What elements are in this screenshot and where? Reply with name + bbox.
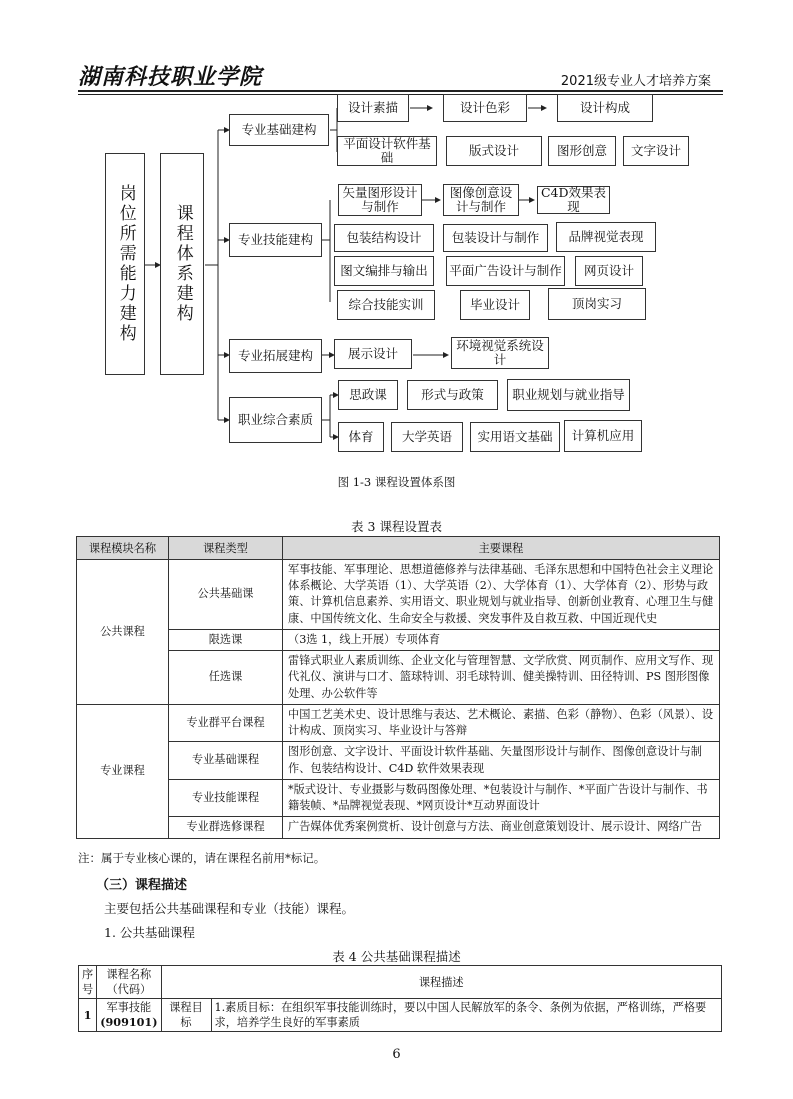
course-node: 思政课 (338, 380, 398, 410)
course-node: 设计素描 (337, 94, 409, 122)
course-node: 实用语文基础 (470, 422, 560, 452)
course-node: 品牌视觉表现 (556, 222, 656, 252)
type-cell: 专业群平台课程 (169, 704, 283, 741)
course-node: 毕业设计 (460, 290, 530, 320)
intro-paragraph: 主要包括公共基础课程和专业（技能）课程。 (104, 901, 355, 916)
type-cell: 专业技能课程 (169, 779, 283, 816)
course-node: 图形创意 (548, 136, 616, 166)
column-header: 课程类型 (169, 537, 283, 560)
course-name-cell (97, 999, 161, 1032)
diagram-system-node: 课程体系建构 (160, 153, 204, 375)
column-header: 课程名称（代码） (97, 966, 161, 999)
course-node: 环境视觉系统设计 (451, 337, 549, 369)
table-row (77, 742, 720, 779)
courses-cell: 中国工艺美术史、设计思维与表达、艺术概论、素描、色彩（静物）、色彩（风景）、设计构成、顶岗实习、毕业设计与答辩 (283, 704, 720, 741)
branch-node: 专业基础建构 (229, 114, 329, 146)
goal-label: 课程目标 (161, 999, 211, 1032)
column-header: 主要课程 (283, 537, 720, 560)
column-header: 序号 (79, 966, 97, 999)
table-row (77, 560, 720, 630)
courses-cell: 图形创意、文字设计、平面设计软件基础、矢量图形设计与制作、图像创意设计与制作、包装结构设计、C4D 软件效果表现 (283, 742, 720, 779)
document-title: 2021级专业人才培养方案 (560, 74, 711, 89)
table4-caption: 表 4 公共基础课程描述 (332, 949, 461, 964)
table-header-row (79, 966, 722, 999)
column-header: 课程模块名称 (77, 537, 169, 560)
module-cell: 专业课程 (77, 704, 169, 838)
course-node: 网页设计 (575, 256, 643, 286)
goal-description: 1.素质目标：在组织军事技能训练时，要以中国人民解放军的条令、条例为依据，严格训练，严格要求，培养学生良好的军事素质 (211, 999, 722, 1032)
table-row (77, 779, 720, 816)
public-course-table (78, 965, 722, 1032)
course-node: 计算机应用 (564, 420, 642, 452)
course-node: 图文编排与输出 (334, 256, 434, 286)
course-node: 矢量图形设计与制作 (338, 184, 422, 216)
courses-cell: 雷锋式职业人素质训练、企业文化与管理智慧、文学欣赏、网页制作、应用文写作、现代礼仪、演讲与口才、篮球特训、羽毛球特训、健美操特训、田径特训、PS 图形图像处理、办公软件等 (283, 651, 720, 705)
courses-cell: （3选 1，线上开展）专项体育 (283, 629, 720, 650)
course-node: 平面设计软件基础 (337, 136, 437, 166)
table-row (79, 999, 722, 1032)
course-node: 综合技能实训 (337, 290, 435, 320)
branch-node: 职业综合素质 (229, 397, 322, 443)
page-number: 6 (392, 1047, 401, 1062)
branch-node: 专业拓展建构 (229, 339, 322, 373)
course-node: 包装设计与制作 (443, 224, 548, 252)
column-header: 课程描述 (161, 966, 722, 999)
diagram-root-node: 岗位所需能力建构 (105, 153, 145, 375)
course-node: 图像创意设计与制作 (443, 184, 519, 216)
branch-node: 专业技能建构 (229, 223, 322, 257)
course-node: 体育 (338, 422, 384, 452)
type-cell: 专业群选修课程 (169, 817, 283, 838)
course-node: C4D效果表现 (537, 186, 610, 214)
type-cell: 专业基础课程 (169, 742, 283, 779)
course-node: 形式与政策 (407, 380, 498, 410)
course-setup-table (76, 536, 720, 839)
type-cell: 公共基础课 (169, 560, 283, 630)
table-row (77, 629, 720, 650)
course-node: 设计色彩 (443, 94, 527, 122)
subsection-heading: 1. 公共基础课程 (104, 925, 195, 940)
table-row (77, 817, 720, 838)
course-node: 大学英语 (391, 422, 463, 452)
row-number: 1 (79, 999, 97, 1032)
table3-caption: 表 3 课程设置表 (351, 519, 442, 534)
course-name: 军事技能 (106, 1001, 152, 1015)
course-node: 版式设计 (446, 136, 542, 166)
course-node: 文字设计 (623, 136, 689, 166)
figure-caption: 图 1-3 课程设置体系图 (337, 475, 456, 489)
section-heading: （三）课程描述 (96, 878, 188, 893)
school-logo: 湖南科技职业学院 (78, 64, 263, 90)
module-cell: 公共课程 (77, 560, 169, 705)
course-node: 包装结构设计 (334, 224, 434, 252)
courses-cell: 广告媒体优秀案例赏析、设计创意与方法、商业创意策划设计、展示设计、网络广告 (283, 817, 720, 838)
courses-cell: 军事技能、军事理论、思想道德修养与法律基础、毛泽东思想和中国特色社会主义理论体系概论、大学英语（1）、大学英语（2）、大学体育（1）、大学体育（2）、形势与政策、计算机信息素养、实用语文、职业规划与就业指导、创新创业教育、心理卫生与健康、中国传统文化、生命安全与救援、突发事件及自救互救、中国近现代史 (283, 560, 720, 630)
type-cell: 限选课 (169, 629, 283, 650)
course-node: 展示设计 (334, 339, 412, 369)
table-header-row (77, 537, 720, 560)
course-node: 平面广告设计与制作 (446, 256, 565, 286)
table-row (77, 704, 720, 741)
type-cell: 任选课 (169, 651, 283, 705)
course-code: (909101) (100, 1015, 158, 1030)
table-note: 注：属于专业核心课的，请在课程名前用*标记。 (78, 851, 326, 865)
table-row (77, 651, 720, 705)
course-node: 顶岗实习 (548, 288, 646, 320)
course-node: 职业规划与就业指导 (507, 379, 630, 411)
course-node: 设计构成 (557, 94, 653, 122)
courses-cell: *版式设计、专业摄影与数码图像处理、*包装设计与制作、*平面广告设计与制作、书籍装帧、*品牌视觉表现、*网页设计*互动界面设计 (283, 779, 720, 816)
